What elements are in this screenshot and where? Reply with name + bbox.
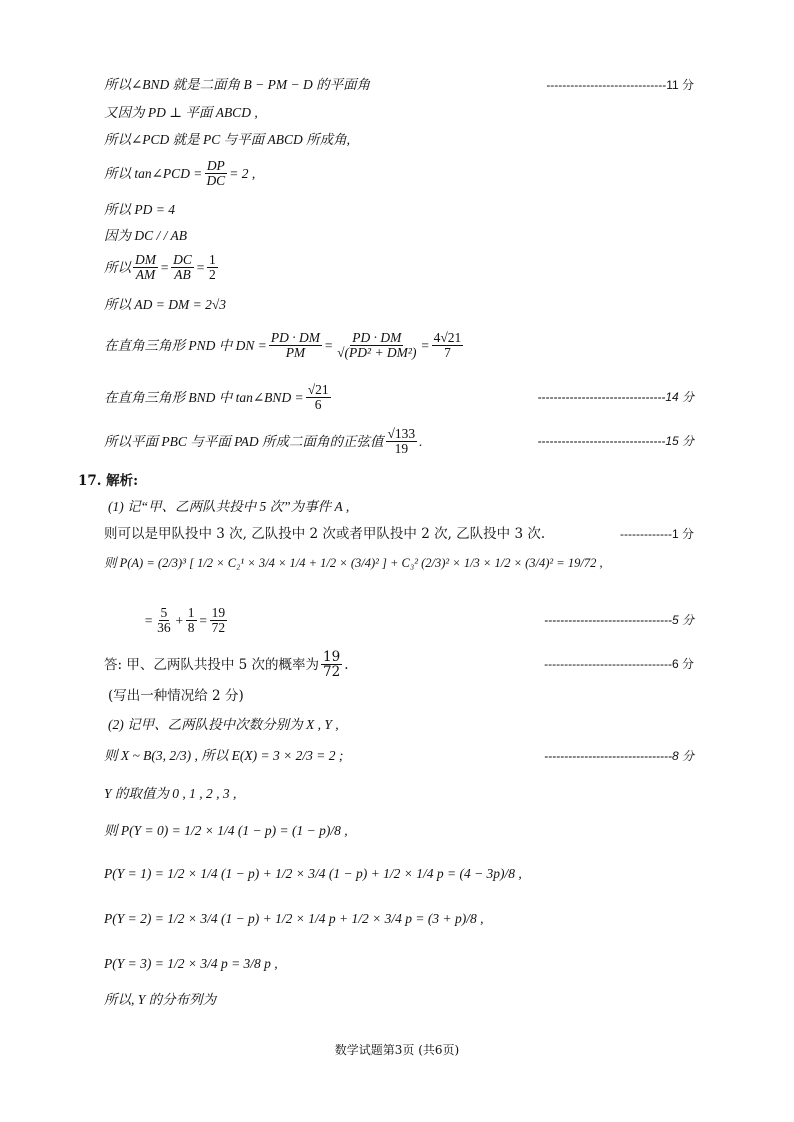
line-21 [104, 786, 694, 802]
statement-text: 因为 DC / / AB [104, 228, 188, 243]
denominator: 7 [444, 345, 451, 361]
score-mark: --------------------------------5 分 [544, 613, 694, 628]
line-13 [108, 499, 694, 515]
score-mark: --------------------------------8 分 [544, 748, 694, 763]
denominator: 36 [157, 620, 171, 636]
numerator: DP [206, 158, 225, 173]
fraction [269, 331, 322, 360]
line-14 [104, 526, 694, 542]
statement-text: Y 的取值为 0 , 1 , 2 , 3 , [104, 786, 237, 801]
page-footer: 数学试题第3页 (共6页) [334, 1043, 460, 1057]
denominator: √(PD² + DM²) [337, 345, 417, 361]
line-23 [104, 866, 694, 882]
denominator: 6 [314, 397, 322, 413]
fraction [133, 253, 158, 282]
fraction [186, 606, 197, 635]
probability-expression: P(Y = 1) = 1/2 × 1/4 (1 − p) + 1/2 × 3/4 (1 − p) + 1/2 × 1/4 p = (4 − 3p)/8 , [104, 866, 522, 881]
denominator: 19 [394, 441, 409, 457]
score-mark: --------------------------------15 分 [537, 434, 694, 449]
question-header [78, 473, 694, 489]
statement-text: 则可以是甲队投中 3 次, 乙队投中 2 次或者甲队投中 2 次, 乙队投中 3 次. [104, 526, 546, 542]
fraction [155, 606, 173, 635]
equals-sign: = [324, 337, 334, 353]
equation-suffix: . [344, 656, 349, 673]
answer-text: 答: 甲、乙两队共投中 5 次的概率为 [104, 656, 320, 673]
score-mark: -------------1 分 [620, 526, 694, 541]
scoring-note: (写出一种情况给 2 分) [108, 688, 244, 704]
expectation-expression: 则 X ~ B(3, 2/3) , 所以 E(X) = 3 × 2/3 = 2 ; [104, 748, 344, 763]
line-7 [104, 253, 694, 282]
fraction [207, 253, 218, 282]
line-20 [104, 748, 694, 764]
line-1 [104, 77, 694, 93]
numerator: DM [135, 252, 156, 267]
denominator: AM [135, 267, 156, 283]
fraction [210, 606, 228, 635]
equation-suffix: = 2 , [229, 165, 256, 181]
probability-expression: 则 P(Y = 0) = 1/2 × 1/4 (1 − p) = (1 − p)/8 , [104, 823, 348, 838]
numerator: √21 [307, 382, 329, 397]
statement-text: 所以∠BND 就是二面角 B − PM − D 的平面角 [104, 77, 371, 92]
fraction [335, 331, 418, 360]
statement-text: (1) 记“甲、乙两队共投中 5 次”为事件 A , [108, 499, 350, 514]
equation-prefix: 所以 [104, 259, 131, 275]
score-mark: --------------------------------6 分 [544, 657, 694, 672]
equation-prefix: 所以平面 PBC 与平面 PAD 所成二面角的正弦值 [104, 433, 384, 449]
statement-text: 所以 AD = DM = 2√3 [104, 297, 226, 312]
equals-sign: = [198, 612, 208, 628]
question-number: 17. 解析: [78, 473, 139, 489]
line-9 [104, 331, 694, 360]
line-24 [104, 911, 694, 927]
line-3 [104, 132, 694, 148]
denominator: 8 [187, 620, 195, 636]
denominator: 2 [209, 267, 216, 283]
statement-text: 所以, Y 的分布列为 [104, 992, 217, 1007]
probability-expression: P(Y = 2) = 1/2 × 3/4 (1 − p) + 1/2 × 1/4 p + 1/2 × 3/4 p = (3 + p)/8 , [104, 911, 484, 926]
fraction [321, 650, 342, 679]
probability-expression: 则 P(A) = (2/3)³ [ 1/2 × C₂¹ × 3/4 × 1/4 + 1/2 × (3/4)² ] + C₃² (2/3)² × 1/3 × 1/2 × (3/4)² = 19/72 , [104, 556, 603, 570]
equals-sign: = [420, 337, 430, 353]
equals-sign: = [144, 612, 154, 628]
statement-text: 所以∠PCD 就是 PC 与平面 ABCD 所成角, [104, 132, 351, 147]
line-5 [104, 202, 694, 218]
statement-text: 所以 PD = 4 [104, 202, 175, 217]
fraction [171, 253, 194, 282]
numerator: PD · DM [270, 330, 320, 345]
numerator: 5 [160, 605, 168, 620]
line-11 [104, 427, 694, 456]
line-17 [104, 650, 694, 679]
denominator: 72 [211, 620, 226, 636]
line-15 [104, 556, 694, 571]
equals-sign: = [195, 259, 206, 275]
numerator: DC [173, 252, 192, 267]
score-mark: --------------------------------14 分 [537, 390, 694, 405]
line-22 [104, 823, 694, 839]
denominator: DC [206, 173, 226, 189]
line-4 [104, 159, 694, 188]
numerator: 19 [323, 649, 341, 665]
line-10 [104, 383, 694, 412]
numerator: 1 [187, 605, 195, 620]
fraction [432, 331, 464, 360]
plus-sign: + [174, 612, 184, 628]
line-6 [104, 228, 694, 244]
line-8 [104, 297, 694, 313]
equals-sign: = [160, 259, 170, 275]
equation-suffix: . [419, 433, 423, 449]
numerator: √133 [387, 426, 416, 441]
equation-prefix: 在直角三角形 PND 中 DN = [104, 337, 267, 353]
probability-expression: P(Y = 3) = 1/2 × 3/4 p = 3/8 p , [104, 956, 278, 971]
line-19 [108, 717, 694, 733]
numerator: 19 [211, 605, 226, 620]
fraction [386, 427, 418, 456]
fraction [306, 383, 331, 412]
numerator: PD · DM [352, 330, 402, 345]
denominator: 72 [323, 664, 341, 681]
line-2 [104, 105, 694, 121]
denominator: PM [285, 345, 306, 361]
fraction [204, 159, 227, 188]
line-25 [104, 956, 694, 972]
line-16 [144, 606, 694, 635]
numerator: 4√21 [433, 330, 462, 345]
line-26 [104, 992, 694, 1008]
denominator: AB [174, 267, 191, 283]
score-mark: ------------------------------11 分 [546, 77, 694, 92]
equation-prefix: 在直角三角形 BND 中 tan∠BND = [104, 389, 304, 405]
equation-prefix: 所以 tan∠PCD = [104, 165, 203, 181]
statement-text: (2) 记甲、乙两队投中次数分别为 X , Y , [108, 717, 339, 732]
statement-text: 又因为 PD ⊥ 平面 ABCD , [104, 105, 258, 120]
numerator: 1 [209, 252, 216, 267]
line-18 [108, 688, 694, 704]
